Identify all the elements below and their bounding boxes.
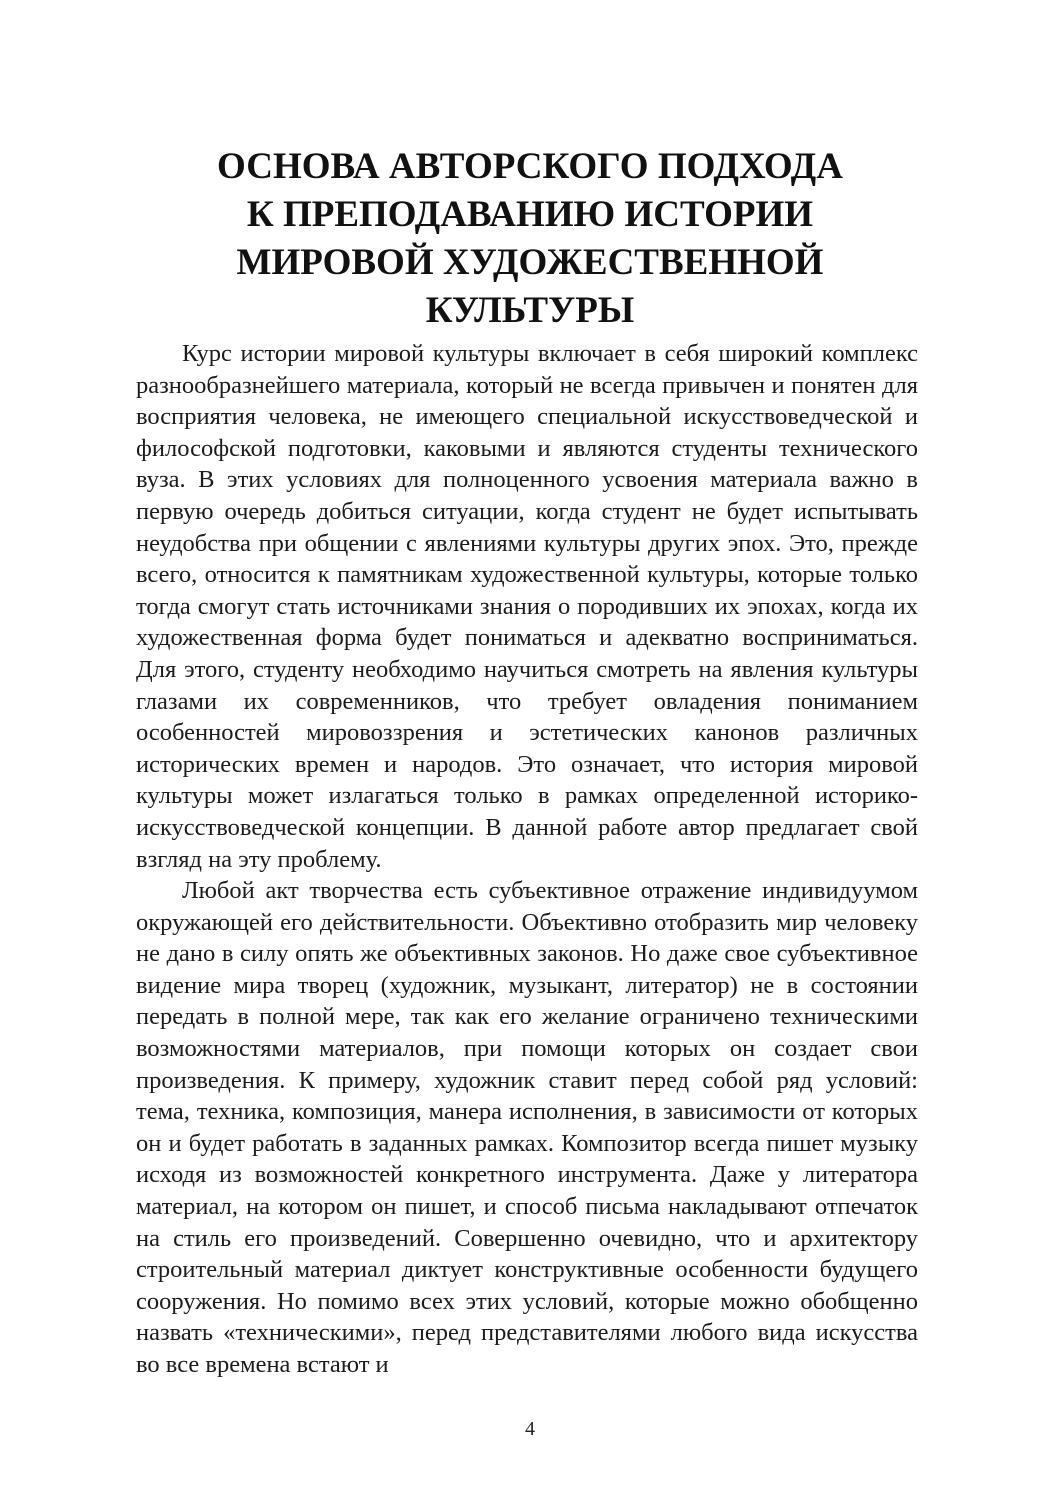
- body-text: [136, 338, 918, 1381]
- paragraph-1: Курс истории мировой культуры включает в себя широкий комплекс разнообразнейшего материала, который не всегда привычен и понятен для восприятия человека, не имеющего специальной искусствоведческой и философской подготовки, каковыми и являются студенты технического вуза. В этих условиях для полноценного усвоения материала важно в первую очередь добиться ситуации, когда студент не будет испытывать неудобства при общении с явлениями культуры других эпох. Это, прежде всего, относится к памятникам художественной культуры, которые только тогда смогут стать источниками знания о породивших их эпохах, когда их художественная форма будет пониматься и адекватно восприниматься. Для этого, студенту необходимо научиться смотреть на явления культуры глазами их современников, что требует овладения пониманием особенностей мировоззрения и эстетических канонов различных исторических времен и народов. Это означает, что история мировой культуры может излагаться только в рамках определенной историко-искусствоведческой концепции. В данной работе автор предлагает свой взгляд на эту проблему.: [136, 340, 918, 873]
- page-number: 4: [525, 1418, 535, 1440]
- paragraph-2: Любой акт творчества есть субъективное отражение индивидуумом окружающей его действительности. Объективно отобразить мир человеку не дано в силу опять же объективных законов. Но даже свое субъективное видение мира творец (художник, музыкант, литератор) не в состоянии передать в полной мере, так как его желание ограничено техническими возможностями материалов, при помощи которых он создает свои произведения. К примеру, художник ставит перед собой ряд условий: тема, техника, композиция, манера исполнения, в зависимости от которых он и будет работать в заданных рамках. Композитор всегда пишет музыку исходя из возможностей конкретного инструмента. Даже у литератора материал, на котором он пишет, и способ письма накладывают отпечаток на стиль его произведений. Совершенно очевидно, что и архитектору строительный материал диктует конструктивные особенности будущего сооружения. Но помимо всех этих условий, которые можно обобщенно назвать «техническими», перед представителями любого вида искусства во все времена встают и: [136, 877, 918, 1378]
- chapter-title-line: КУЛЬТУРЫ: [425, 290, 635, 331]
- chapter-title-line: К ПРЕПОДАВАНИЮ ИСТОРИИ: [246, 194, 814, 235]
- chapter-title-line: МИРОВОЙ ХУДОЖЕСТВЕННОЙ: [236, 242, 824, 283]
- chapter-title-line: ОСНОВА АВТОРСКОГО ПОДХОДА: [217, 146, 843, 187]
- chapter-title: [130, 143, 930, 335]
